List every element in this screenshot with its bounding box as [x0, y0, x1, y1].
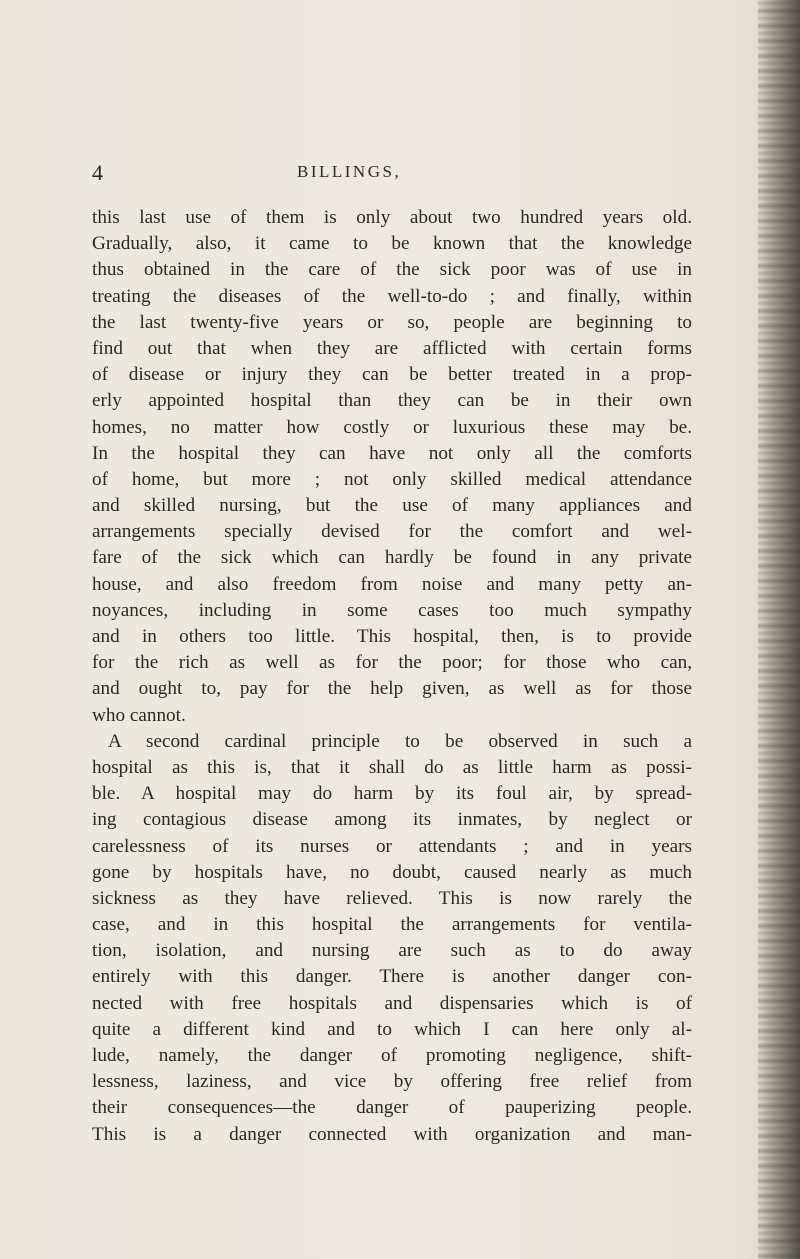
text-line: case, and in this hospital the arrangements for ventila- [92, 914, 692, 936]
running-head: BILLINGS, [297, 162, 402, 181]
paragraph-start-line: A second cardinal principle to be observed in such a [108, 730, 692, 752]
text-line: of home, but more ; not only skilled medical attendance [92, 468, 692, 490]
page-binding-edge [758, 0, 800, 1259]
text-line: find out that when they are afflicted with certain forms [92, 337, 692, 359]
text-line: the last twenty-five years or so, people are beginning to [92, 311, 692, 333]
text-line: lude, namely, the danger of promoting negligence, shift- [92, 1045, 692, 1066]
text-line: this last use of them is only about two hundred years old. [92, 207, 692, 228]
text-line: noyances, including in some cases too much sympathy [92, 599, 692, 621]
text-line: ble. A hospital may do harm by its foul air, by spread- [92, 783, 692, 805]
text-line: ing contagious disease among its inmates, by neglect or [92, 809, 692, 831]
text-line: homes, no matter how costly or luxurious these may be. [92, 416, 692, 438]
text-line: In the hospital they can have not only all the comforts [92, 442, 692, 464]
text-line: gone by hospitals have, no doubt, caused nearly as much [92, 861, 692, 883]
text-line: thus obtained in the care of the sick poor was of use in [92, 259, 692, 281]
page-number: 4 [92, 160, 104, 185]
text-line: carelessness of its nurses or attendants ; and in years [92, 835, 692, 857]
text-line: erly appointed hospital than they can be in their own [92, 390, 692, 412]
page-header [92, 160, 692, 190]
text-line: fare of the sick which can hardly be found in any private [92, 547, 692, 569]
text-line: treating the diseases of the well-to-do ; and finally, within [92, 285, 692, 307]
text-line: hospital as this is, that it shall do as little harm as possi- [92, 756, 692, 778]
text-line: sickness as they have relieved. This is now rarely the [92, 887, 692, 909]
text-line: who cannot. [92, 704, 186, 726]
text-line: their consequences—the danger of pauperizing people. [92, 1097, 692, 1119]
text-line: and skilled nursing, but the use of many appliances and [92, 495, 692, 517]
text-line: tion, isolation, and nursing are such as to do away [92, 940, 692, 962]
text-line: This is a danger connected with organization and man- [92, 1123, 692, 1145]
text-line: house, and also freedom from noise and many petty an- [92, 573, 692, 595]
text-line: and ought to, pay for the help given, as well as for those [92, 678, 692, 700]
text-line: entirely with this danger. There is another danger con- [92, 966, 692, 988]
text-line: and in others too little. This hospital, then, is to provide [92, 626, 692, 647]
text-line: nected with free hospitals and dispensaries which is of [92, 992, 692, 1014]
body-text [92, 205, 692, 1148]
text-line: of disease or injury they can be better treated in a prop- [92, 364, 692, 386]
text-line: lessness, laziness, and vice by offering free relief from [92, 1071, 692, 1093]
text-line: quite a different kind and to which I can here only al- [92, 1018, 692, 1040]
text-line: for the rich as well as for the poor; for those who can, [92, 652, 692, 674]
text-line: Gradually, also, it came to be known that the knowledge [92, 233, 692, 255]
text-line: arrangements specially devised for the comfort and wel- [92, 521, 692, 543]
